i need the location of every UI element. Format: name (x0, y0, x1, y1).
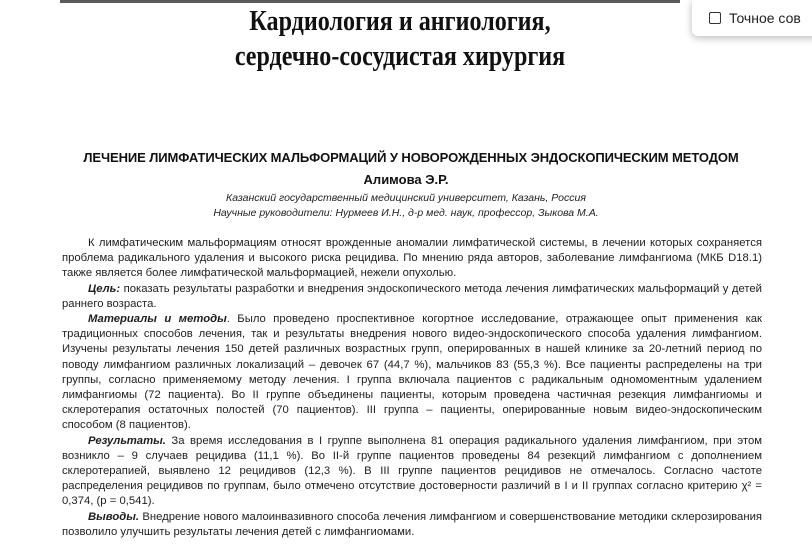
aim-paragraph (62, 282, 762, 312)
results-paragraph (62, 434, 762, 510)
conclusions-paragraph (62, 510, 762, 540)
conclusions-label: Выводы. (88, 510, 140, 523)
match-exact-label[interactable]: Точное сов (729, 10, 801, 26)
author-affiliation: Казанский государственный медицинский университет, Казань, Россия (226, 192, 586, 204)
section-heading-line2: сердечно-сосудистая хирургия (234, 41, 566, 72)
article-body (62, 236, 762, 540)
find-options-popup (692, 0, 812, 36)
methods-paragraph (62, 312, 762, 434)
aim-label: Цель: (88, 282, 121, 295)
aim-text: показать результаты разработки и внедрения эндоскопического метода лечения лимфатических мальформаций у детей раннего возраста. (62, 282, 762, 310)
methods-label: Материалы и методы (88, 313, 227, 326)
results-text: За время исследования в I группе выполнена 81 операция радикального удаления лимфангиом, при этом возникло – 9 случаев рецидива (11,1 %). Во II-й группе пациентов проведены 84 резекций лимфангиом с дополнением склеротерапией, выявлено 12 рецидивов (12,3 %). В III группе пациентов рецидивов не отмечалось. Согласно частоте распределения рецидивов по группам, было отмечено отсутствие достоверности различий в I и II группах согласно критерию χ² = 0,374, (p = 0,541). (62, 434, 762, 508)
scientific-supervisors: Научные руководители: Нурмеев И.Н., д-р мед. наук, профессор, Зыкова М.А. (213, 207, 599, 219)
header-rule (60, 0, 680, 3)
intro-paragraph: К лимфатическим мальформациям относят врожденные аномалии лимфатической системы, в лечении которых сохраняется проблема радикального удаления и высокого риска рецидива. По мнению ряда авторов, заболевание лимфангиома (МКБ D18.1) также является более лимфатической мальформацией, нежели опухолью. (62, 237, 762, 280)
section-heading (185, 4, 615, 74)
article-author: Алимова Э.Р. (363, 172, 449, 187)
article-title: ЛЕЧЕНИЕ ЛИМФАТИЧЕСКИХ МАЛЬФОРМАЦИЙ У НОВОРОЖДЕННЫХ ЭНДОСКОПИЧЕСКИМ МЕТОДОМ (83, 150, 739, 165)
match-exact-checkbox[interactable] (709, 12, 721, 24)
conclusions-text: Внедрение нового малоинвазивного способа лечения лимфангиом и совершенствование методики склерозирования позволило улучшить результаты лечения детей с лимфангиомами. (62, 510, 762, 538)
methods-text: . Было проведено проспективное когортное исследование, отражающее опыт применения как традиционных способов лечения, так и результаты внедрения нового видео-эндоскопического способа удаления лимфангиом. Изучены результаты лечения 150 детей различных возрастных групп, оперированных в нашей клинике за 20-летний период по поводу лимфангиом различных локализаций – девочек 67 (44,7 %), мальчиков 83 (55,3 %). Все пациенты распределены на три группы, согласно применяемому методу лечения. I группа включала пациентов с радикальным одномоментным удалением лимфангиомы (72 пациента). Во II группе объединены пациенты, которым проведена частичная резекция лимфангиомы и склеротерапия остаточных полостей (70 пациентов). III группа – пациенты, оперированные новым видео-эндоскопическим способом (8 пациентов). (62, 313, 762, 432)
section-heading-line1: Кардиология и ангиология, (249, 6, 551, 37)
results-label: Результаты. (88, 434, 166, 447)
